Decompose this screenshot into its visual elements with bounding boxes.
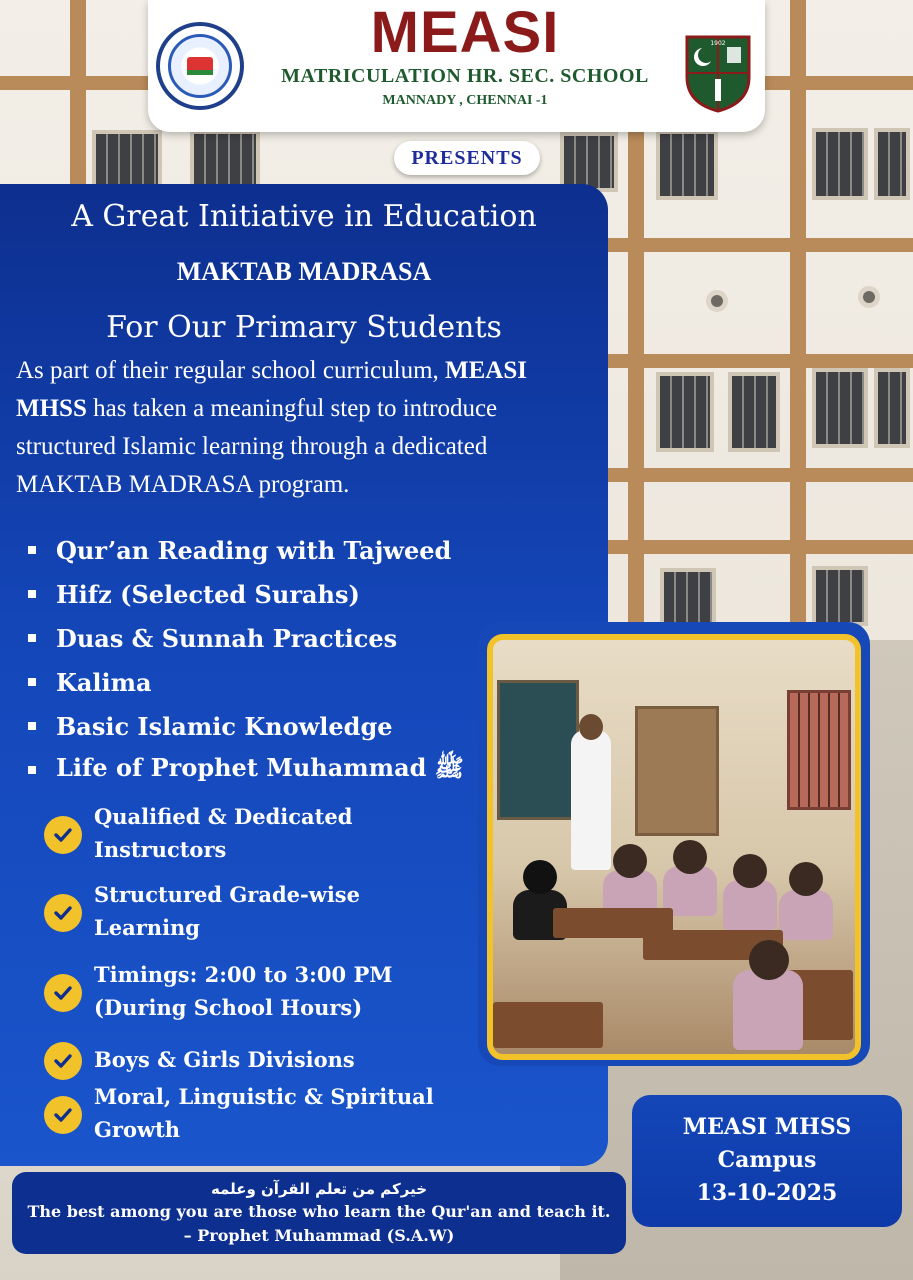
list-item	[28, 704, 464, 748]
school-address: MANNADY , CHENNAI -1	[382, 93, 548, 108]
feature-line-1: Moral, Linguistic & Spiritual	[94, 1084, 434, 1109]
feature-text	[94, 1043, 474, 1076]
check-circle-icon	[44, 974, 82, 1012]
school-full-name: MATRICULATION HR. SEC. SCHOOL	[281, 65, 649, 87]
crest-shield-icon	[683, 33, 753, 113]
feature-item	[44, 962, 393, 1020]
classroom-window	[787, 690, 851, 810]
feature-line-2: Growth	[94, 1117, 181, 1142]
quote-attribution: – Prophet Muhammad (S.A.W)	[183, 1226, 455, 1245]
school-short-name: MEASI	[370, 0, 560, 65]
campus-date-box	[632, 1095, 902, 1227]
feature-line-2: (During School Hours)	[94, 995, 363, 1020]
topic-label: Qur’an Reading with Tajweed	[56, 535, 452, 565]
feature-text	[94, 1080, 474, 1146]
square-bullet-icon	[28, 590, 36, 598]
student	[733, 970, 803, 1050]
student-head	[749, 940, 789, 980]
feature-line-1: Boys & Girls Divisions	[94, 1047, 355, 1072]
blackboard	[497, 680, 579, 820]
feature-item	[44, 1042, 355, 1080]
list-item	[28, 748, 464, 792]
campus-label: Campus	[717, 1147, 817, 1173]
feature-line-2: Learning	[94, 915, 200, 940]
topic-label: Basic Islamic Knowledge	[56, 711, 393, 741]
cupboard	[635, 706, 719, 836]
event-date: 13-10-2025	[696, 1180, 838, 1206]
intro-school-name: MEASI MHSS	[16, 357, 527, 422]
list-item	[28, 616, 464, 660]
list-item	[28, 528, 464, 572]
headline-initiative: A Great Initiative in Education	[71, 199, 537, 234]
feature-line-1: Timings: 2:00 to 3:00 PM	[94, 962, 393, 987]
teacher-head	[579, 714, 603, 740]
headline-audience: For Our Primary Students	[106, 310, 502, 345]
check-circle-icon	[44, 894, 82, 932]
topic-label: Duas & Sunnah Practices	[56, 623, 398, 653]
intro-text-1: As part of their regular school curriculum,	[16, 357, 446, 384]
presents-badge: PRESENTS	[394, 141, 540, 175]
square-bullet-icon	[28, 766, 36, 774]
square-bullet-icon	[28, 634, 36, 642]
topics-list	[28, 528, 464, 792]
feature-item	[44, 1084, 434, 1142]
feature-line-2: Instructors	[94, 837, 227, 862]
quote-arabic: خيركم من تعلم القرآن وعلمه	[210, 1180, 428, 1198]
list-item	[28, 572, 464, 616]
square-bullet-icon	[28, 546, 36, 554]
student-head	[789, 862, 823, 896]
topic-label: Kalima	[56, 667, 152, 697]
check-circle-icon	[44, 1096, 82, 1134]
headline-program-name: MAKTAB MADRASA	[176, 257, 432, 286]
feature-line-1: Structured Grade-wise	[94, 882, 360, 907]
student-head	[613, 844, 647, 878]
crest-year: 1902	[710, 40, 726, 47]
student-head	[523, 860, 557, 894]
feature-item	[44, 882, 360, 940]
school-logo-icon	[156, 22, 244, 110]
feature-text	[94, 800, 474, 866]
campus-school: MEASI MHSS	[682, 1114, 852, 1140]
square-bullet-icon	[28, 722, 36, 730]
square-bullet-icon	[28, 678, 36, 686]
classroom-photo	[487, 634, 861, 1060]
student-head	[673, 840, 707, 874]
hadith-quote-box	[12, 1172, 626, 1254]
desk	[493, 1002, 603, 1048]
quote-english: The best among you are those who learn the Qur'an and teach it.	[27, 1202, 611, 1221]
student-head	[733, 854, 767, 888]
school-header	[148, 0, 765, 132]
feature-item	[44, 804, 353, 862]
topic-label: Life of Prophet Muhammad ﷺ	[56, 752, 464, 782]
list-item	[28, 660, 464, 704]
intro-paragraph	[16, 352, 596, 504]
student	[779, 890, 833, 940]
check-circle-icon	[44, 816, 82, 854]
intro-text-2: has taken a meaningful step to introduce structured Islamic learning through a dedicated MAKTAB MADRASA program.	[16, 395, 498, 498]
teacher-figure	[571, 730, 611, 870]
feature-text	[94, 878, 474, 944]
feature-text	[94, 958, 474, 1024]
topic-label: Hifz (Selected Surahs)	[56, 579, 360, 609]
feature-line-1: Qualified & Dedicated	[94, 804, 353, 829]
school-name-block	[260, 2, 670, 114]
check-circle-icon	[44, 1042, 82, 1080]
